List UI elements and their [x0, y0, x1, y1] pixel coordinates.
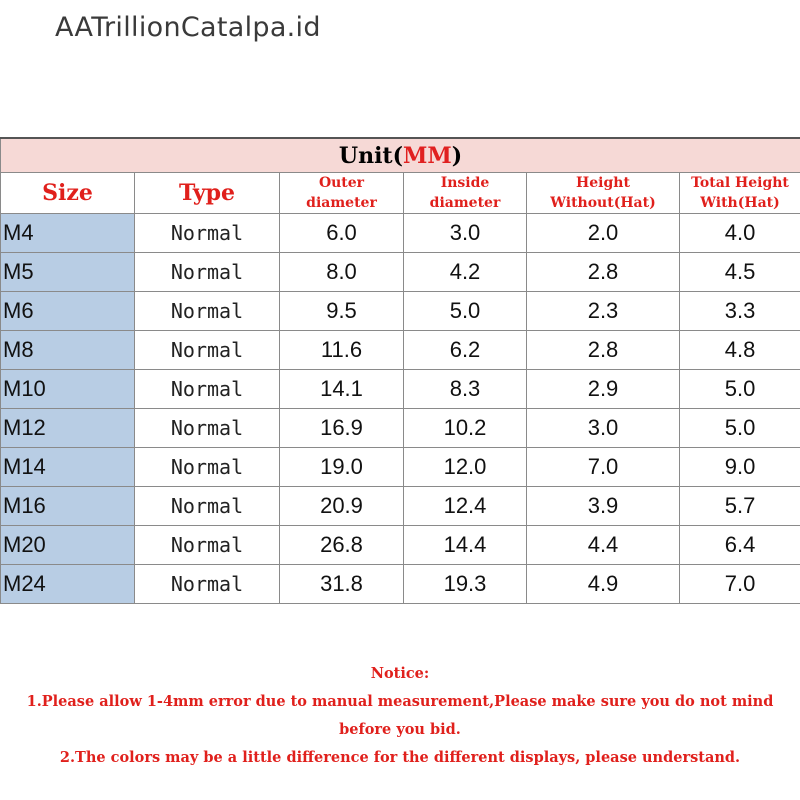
- header-height-line1: Height: [576, 175, 630, 191]
- header-outer-line2: diameter: [306, 195, 377, 211]
- cell-total-height: 6.4: [680, 526, 800, 565]
- cell-size: M12: [1, 409, 135, 448]
- cell-height: 2.0: [527, 214, 680, 253]
- cell-outer-diameter: 19.0: [280, 448, 404, 487]
- cell-total-height: 4.8: [680, 331, 800, 370]
- table-row: [1, 214, 800, 253]
- cell-inside-diameter: 19.3: [404, 565, 527, 604]
- header-type: Type: [135, 173, 280, 214]
- cell-size: M20: [1, 526, 135, 565]
- cell-total-height: 4.5: [680, 253, 800, 292]
- unit-row: [1, 138, 800, 173]
- cell-type: Normal: [135, 526, 280, 565]
- cell-type: Normal: [135, 409, 280, 448]
- header-size: Size: [1, 173, 135, 214]
- cell-inside-diameter: 14.4: [404, 526, 527, 565]
- table-row: [1, 292, 800, 331]
- cell-type: Normal: [135, 292, 280, 331]
- table-row: [1, 370, 800, 409]
- table-row: [1, 526, 800, 565]
- table-row: [1, 565, 800, 604]
- cell-inside-diameter: 3.0: [404, 214, 527, 253]
- cell-outer-diameter: 31.8: [280, 565, 404, 604]
- cell-size: M4: [1, 214, 135, 253]
- header-total-height-with-hat: [680, 173, 800, 214]
- cell-height: 7.0: [527, 448, 680, 487]
- table-row: [1, 487, 800, 526]
- header-inside-line1: Inside: [440, 175, 490, 191]
- cell-outer-diameter: 26.8: [280, 526, 404, 565]
- notice-line-2: before you bid.: [339, 721, 461, 738]
- cell-height: 2.3: [527, 292, 680, 331]
- cell-height: 3.9: [527, 487, 680, 526]
- size-spec-table: [0, 137, 800, 604]
- cell-inside-diameter: 4.2: [404, 253, 527, 292]
- cell-total-height: 5.7: [680, 487, 800, 526]
- cell-type: Normal: [135, 565, 280, 604]
- cell-size: M24: [1, 565, 135, 604]
- cell-type: Normal: [135, 253, 280, 292]
- cell-total-height: 5.0: [680, 370, 800, 409]
- cell-size: M10: [1, 370, 135, 409]
- cell-outer-diameter: 6.0: [280, 214, 404, 253]
- cell-total-height: 5.0: [680, 409, 800, 448]
- notice-block: [0, 660, 800, 772]
- unit-heading: [1, 138, 800, 173]
- cell-inside-diameter: 10.2: [404, 409, 527, 448]
- notice-title: Notice:: [370, 665, 430, 682]
- header-height-line2: Without(Hat): [550, 195, 656, 211]
- cell-total-height: 3.3: [680, 292, 800, 331]
- header-outer-line1: Outer: [318, 175, 365, 191]
- unit-value: MM: [403, 142, 452, 169]
- notice-line-3: 2.The colors may be a little difference for the different displays, please understand.: [59, 749, 741, 766]
- cell-height: 4.4: [527, 526, 680, 565]
- header-inside-line2: diameter: [429, 195, 501, 211]
- cell-type: Normal: [135, 214, 280, 253]
- cell-inside-diameter: 8.3: [404, 370, 527, 409]
- cell-inside-diameter: 6.2: [404, 331, 527, 370]
- header-total-line1: Total Height: [691, 175, 789, 191]
- cell-outer-diameter: 8.0: [280, 253, 404, 292]
- cell-height: 3.0: [527, 409, 680, 448]
- cell-outer-diameter: 14.1: [280, 370, 404, 409]
- cell-height: 2.8: [527, 253, 680, 292]
- notice-line-1: 1.Please allow 1-4mm error due to manual measurement,Please make sure you do not mind: [26, 693, 774, 710]
- table-row: [1, 253, 800, 292]
- cell-inside-diameter: 12.4: [404, 487, 527, 526]
- cell-total-height: 9.0: [680, 448, 800, 487]
- shop-watermark: AATrillionCatalpa.id: [55, 12, 321, 43]
- header-height-without-hat: [527, 173, 680, 214]
- cell-type: Normal: [135, 487, 280, 526]
- header-row: [1, 173, 800, 214]
- header-outer-diameter: [280, 173, 404, 214]
- cell-height: 4.9: [527, 565, 680, 604]
- header-total-line2: With(Hat): [700, 195, 780, 211]
- header-inside-diameter: [404, 173, 527, 214]
- cell-height: 2.9: [527, 370, 680, 409]
- cell-size: M8: [1, 331, 135, 370]
- cell-type: Normal: [135, 370, 280, 409]
- cell-size: M16: [1, 487, 135, 526]
- cell-size: M5: [1, 253, 135, 292]
- cell-outer-diameter: 9.5: [280, 292, 404, 331]
- cell-size: M14: [1, 448, 135, 487]
- table-row: [1, 409, 800, 448]
- cell-size: M6: [1, 292, 135, 331]
- table-row: [1, 331, 800, 370]
- cell-total-height: 7.0: [680, 565, 800, 604]
- unit-prefix: Unit(: [338, 142, 403, 169]
- cell-outer-diameter: 16.9: [280, 409, 404, 448]
- cell-outer-diameter: 20.9: [280, 487, 404, 526]
- cell-outer-diameter: 11.6: [280, 331, 404, 370]
- table-row: [1, 448, 800, 487]
- cell-type: Normal: [135, 448, 280, 487]
- cell-inside-diameter: 12.0: [404, 448, 527, 487]
- cell-total-height: 4.0: [680, 214, 800, 253]
- cell-inside-diameter: 5.0: [404, 292, 527, 331]
- cell-type: Normal: [135, 331, 280, 370]
- unit-suffix: ): [451, 142, 463, 169]
- cell-height: 2.8: [527, 331, 680, 370]
